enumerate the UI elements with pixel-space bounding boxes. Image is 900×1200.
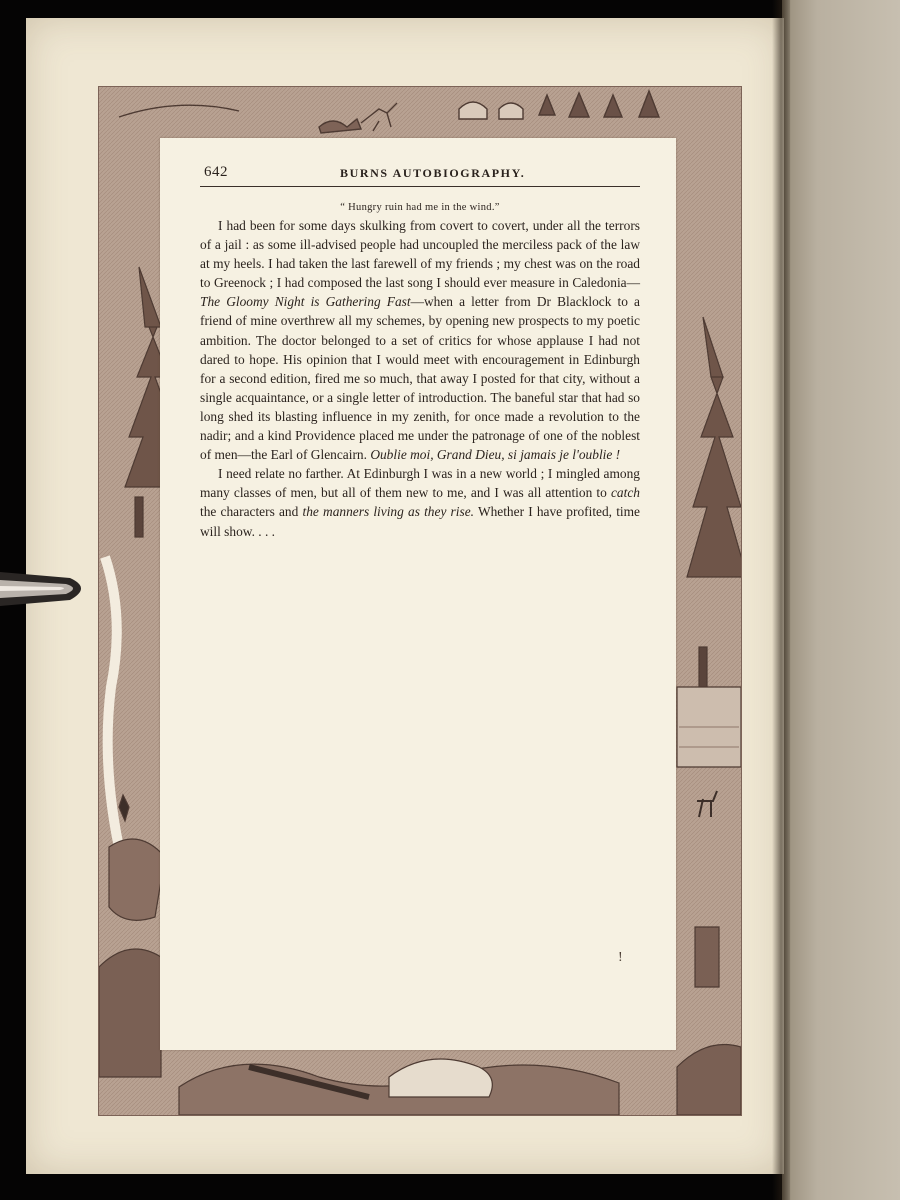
paragraph-2-italic-catch: catch [610, 485, 640, 501]
paragraph-2-text-a: I need relate no farther. At Edinburgh I was in a new world ; I mingled among many classes of men, but all of them new to me, and I was all attention to [200, 466, 640, 501]
paragraph-2-text-c: Whether I have profited, time will show. . . . [200, 504, 641, 539]
facing-page [782, 0, 900, 1200]
paragraph-1-italic-song-title: The Gloomy Night is Gathering Fast [200, 294, 411, 310]
text-panel [160, 138, 676, 1050]
paragraph-1 [200, 216, 640, 464]
paragraph-1-text-b: —when a letter from Dr Blacklock to a friend of mine overthrew all my schemes, by opening new prospects to my poetic ambition. The doctor belonged to a set of critics for whose applause I had not dared to hope. His opinion that I would meet with encouragement in Edinburgh for a second edition, fired me so much, that away I posted for that city, without a single acquaintance, or a single letter of introduction. The baneful star that had so long shed its blasting influence in my zenith, for once made a revolution to the nadir; and a kind Providence placed me under the patronage of one of the noblest of men—the Earl of Glencairn. [200, 294, 640, 463]
stray-mark: ! [618, 950, 623, 965]
running-head-title: BURNS AUTOBIOGRAPHY. [340, 166, 526, 180]
page-gutter-shadow [772, 0, 790, 1200]
metal-bookmark [0, 566, 92, 612]
paragraph-1-text-a: I had been for some days skulking from covert to covert, under all the terrors of a jail : as some ill-advised people had uncoupled the merciless pack of the law at my heels. I had taken the last farewell of my friends ; my chest was on the road to Greenock ; I had composed the last song I should ever measure in Caledonia— [200, 218, 640, 291]
page-number: 642 [204, 164, 228, 180]
paragraph-2-italic-quote: the manners living as they rise. [302, 504, 474, 520]
paragraph-1-italic-french-quote: Oublie moi, Grand Dieu, si jamais je l'oublie ! [370, 447, 621, 463]
paragraph-2 [200, 464, 640, 540]
body-text [200, 216, 640, 541]
running-head [200, 164, 640, 187]
epigraph: “ Hungry ruin had me in the wind.” [340, 202, 500, 213]
paragraph-2-text-b: the characters and [200, 504, 299, 520]
